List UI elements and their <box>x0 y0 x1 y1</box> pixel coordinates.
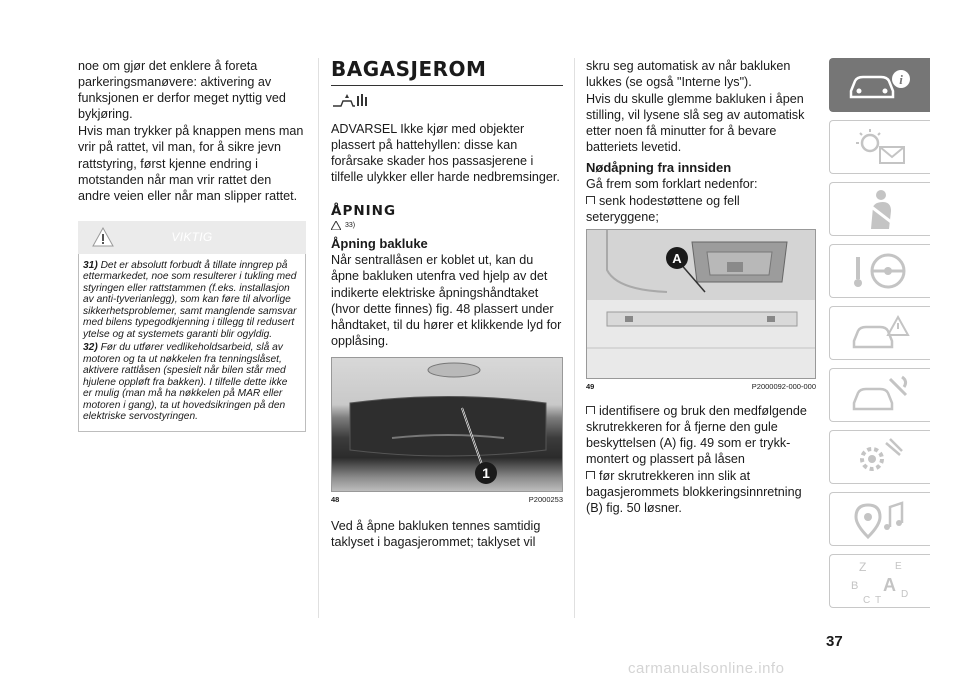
title-rule <box>331 85 563 86</box>
tab-lights[interactable] <box>829 120 930 174</box>
wrench-car-icon <box>850 373 910 417</box>
warning-body <box>78 254 306 432</box>
section-heading: ÅPNING 33) <box>331 203 397 230</box>
tailgate-handle-illustration <box>332 358 563 491</box>
tab-driving[interactable] <box>829 244 930 298</box>
chapter-tabs <box>829 58 929 616</box>
svg-text:D: D <box>901 589 909 600</box>
tab-technical-data[interactable] <box>829 430 930 484</box>
paragraph: Gå frem som forklart nedenfor: <box>586 176 758 191</box>
map-pin-music-icon <box>850 497 910 541</box>
page-title: BAGASJEROM <box>331 57 487 81</box>
bullet-item: identifisere og bruk den medfølgende skrutrekkeren for å fjerne den gule beskyttelsen (A) fig. 49 som er trykk-montert og plassert på låsen <box>586 403 807 467</box>
bullet-icon <box>586 406 595 414</box>
subsection-title: Åpning bakluke <box>331 236 428 252</box>
warning-title: VIKTIG <box>171 229 213 244</box>
warning-item: 32) Før du utfører vedlikeholdsarbeid, slå av motoren og ta ut nøkkelen fra tenningslåset, aktivere rattlåsen (spesielt når bilen står med hjulene oppløft fra bakken). I tilfelle dette ikke er mulig (man må ha nøkkelen på MAR eller motoren i gang), ta ut hovedsikringen på den elektriske servostyringen. <box>83 342 288 423</box>
tab-multimedia[interactable] <box>829 492 930 546</box>
paragraph: Hvis man trykker på knappen mens man vrir på rattet, vil man, for å sikre jevn rattstyring, først kjenne endring i motstanden når man vrir rattet den andre veien eller når man slipper rattet. <box>78 124 304 203</box>
tab-maintenance[interactable] <box>829 368 930 422</box>
bullet-icon <box>586 471 595 479</box>
tab-car-info[interactable] <box>829 58 930 112</box>
svg-text:T: T <box>875 595 882 605</box>
figure-49 <box>586 229 816 379</box>
paragraph: Hvis du skulle glemme bakluken i åpen stilling, vil lysene slå seg av automatisk etter noen få minutter for å bevare batteriets levetid. <box>586 92 805 155</box>
svg-text:i: i <box>899 72 903 87</box>
warning-text: ADVARSEL Ikke kjør med objekter plassert på hattehyllen: disse kan forårsake skader hos passasjerene i tilfelle ulykker eller harde nedbremsinger. <box>331 122 560 185</box>
warning-car-icon <box>331 92 371 110</box>
watermark: carmanualsonline.info <box>628 660 785 677</box>
paragraph: Ved å åpne bakluken tennes samtidig taklyset i bagasjerommet; taklyset vil <box>331 518 541 550</box>
warning-small-icon <box>331 221 341 230</box>
paragraph: skru seg automatisk av når bakluken lukkes (se også "Interne lys"). <box>586 59 791 90</box>
figure-caption: 48 P2000253 <box>331 494 563 504</box>
tab-emergency[interactable] <box>829 306 930 360</box>
svg-text:C: C <box>863 595 871 605</box>
lock-illustration <box>587 230 816 378</box>
bullet-item: før skrutrekkeren inn slik at bagasjerommets blokkeringsinnretning (B) fig. 50 løsner. <box>586 469 802 516</box>
subsection-title: Nødåpning fra innsiden <box>586 159 732 175</box>
figure-callout-label: 1 <box>482 464 490 481</box>
seatbelt-icon <box>855 187 905 231</box>
bullet-item: senk hodestøttene og fell seteryggene; <box>586 193 740 224</box>
figure-callout-label: A <box>672 250 682 266</box>
paragraph: Når sentrallåsen er koblet ut, kan du åpne bakluken utenfra ved hjelp av det indikerte elektriske åpningshåndtaket (hvor dette finnes) fig. 48 plassert under håndtaket, til du hører et klikkende lyd for opplåsing. <box>331 253 562 348</box>
warning-header <box>78 221 306 254</box>
figure-48 <box>331 357 563 492</box>
svg-text:B: B <box>851 580 859 592</box>
page-number: 37 <box>826 633 843 650</box>
tab-safety[interactable] <box>829 182 930 236</box>
column-1 <box>78 58 306 432</box>
sun-envelope-icon <box>850 127 910 167</box>
svg-text:E: E <box>895 561 902 572</box>
svg-text:Z: Z <box>859 560 867 574</box>
paragraph: noe om gjør det enklere å foreta parkeringsmanøvere: aktivering av funksjonen er derfor meget nyttig ved bykjøring. <box>78 59 286 122</box>
steering-wheel-icon <box>850 249 910 293</box>
column-3 <box>586 58 816 517</box>
column-2 <box>331 58 563 550</box>
warning-item: 31) Det er absolutt forbudt å tillate inngrep på ettermarkedet, noe som resulterer i tukling med styringen eller rattstammen (f.eks. installasjon av anti-tyverianlegg), som kan føre til alvorlige sikkerhetsproblemer, samt manglende samsvar med bilens typegodkjenning i tillegg til redusert ytelse og at systemets garanti blir ogyldig. <box>83 259 297 340</box>
tab-index[interactable] <box>829 554 930 608</box>
figure-caption: 49 P2000092-000-000 <box>586 381 816 391</box>
bullet-icon <box>586 196 595 204</box>
gears-icon <box>850 435 910 479</box>
svg-text:A: A <box>883 575 896 595</box>
alphabet-index-icon <box>845 557 915 605</box>
emergency-car-icon <box>850 311 910 355</box>
car-info-icon <box>845 67 915 103</box>
